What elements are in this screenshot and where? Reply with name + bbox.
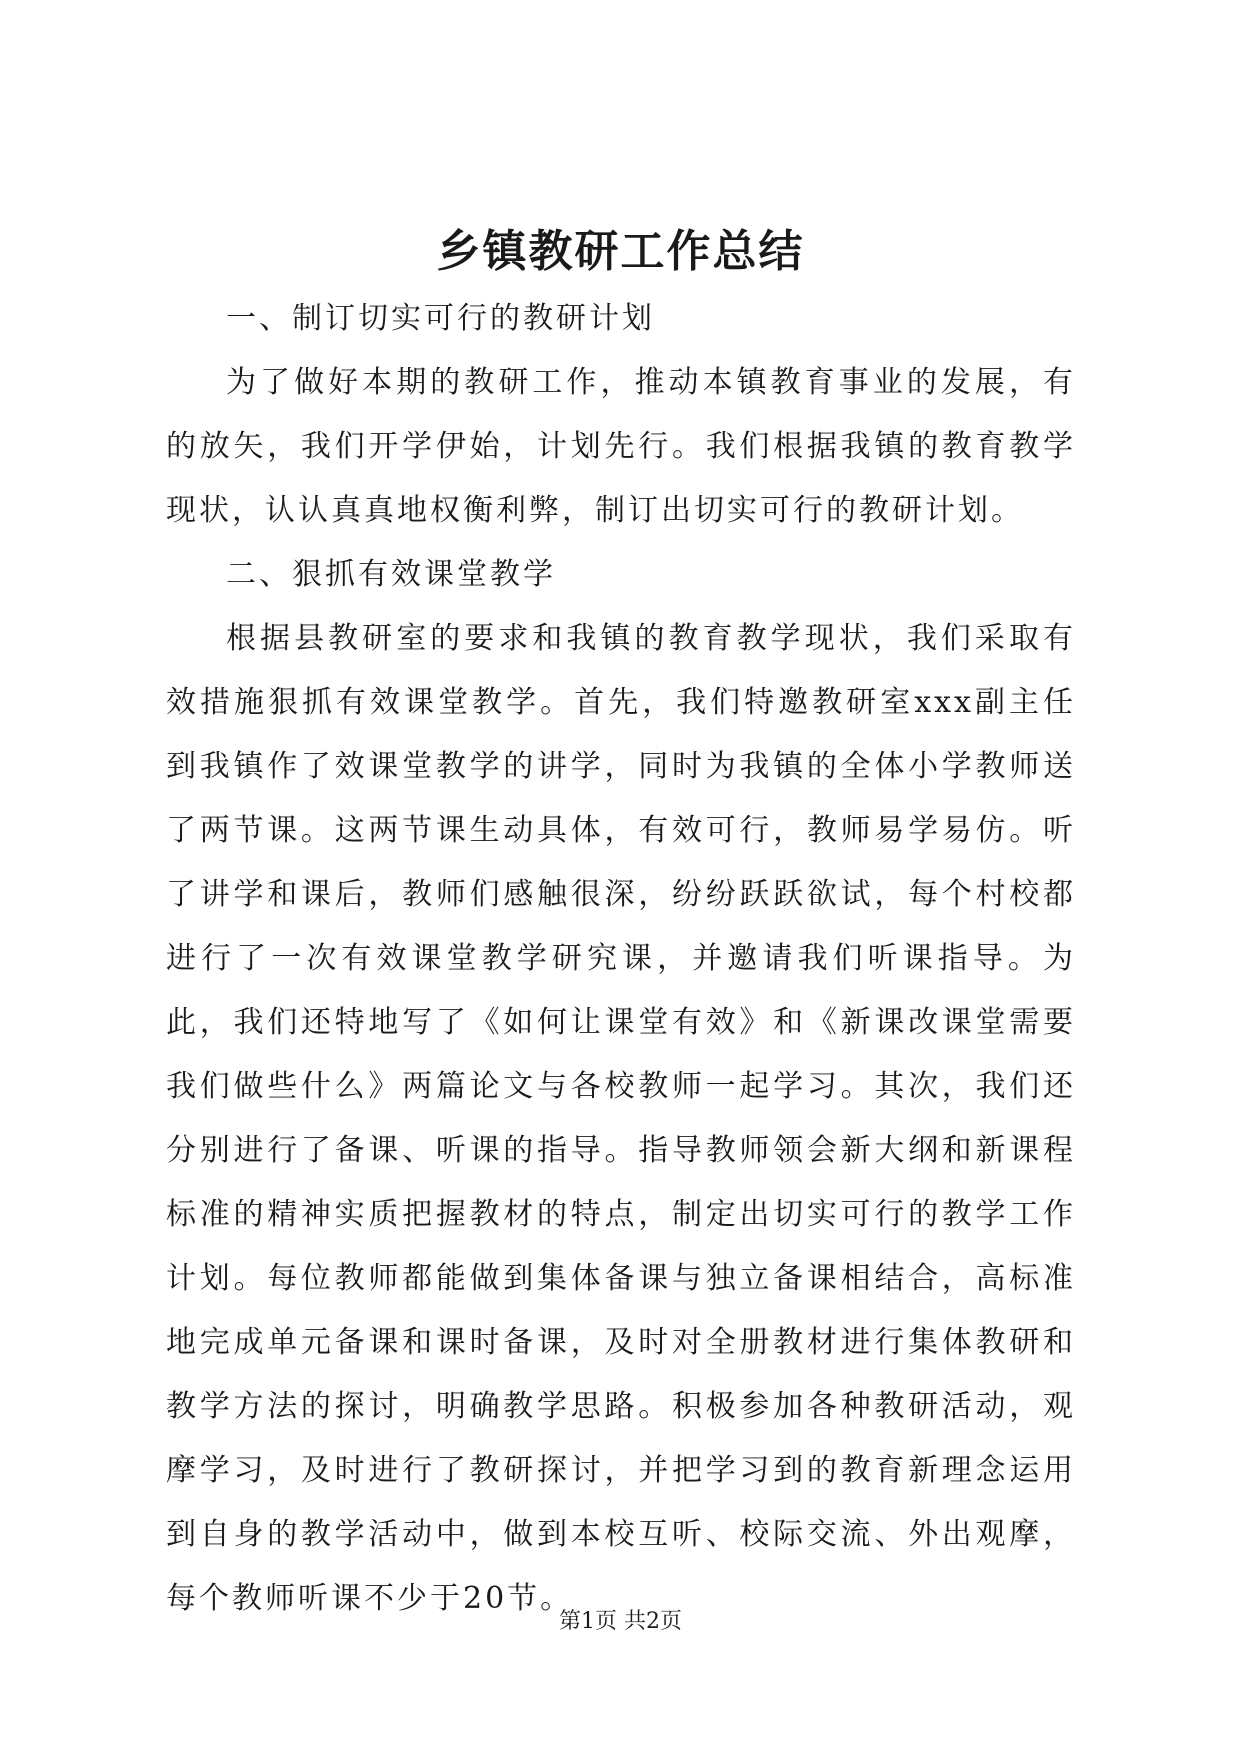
page-footer: 第1页 共2页 <box>559 1609 682 1634</box>
paragraph-1: 为了做好本期的教研工作，推动本镇教育事业的发展，有的放矢，我们开学伊始，计划先行。我们根据我镇的教育教学现状，认认真真地权衡利弊，制订出切实可行的教研计划。 <box>166 365 1076 528</box>
paragraph-2: 根据县教研室的要求和我镇的教育教学现状，我们采取有效措施狠抓有效课堂教学。首先，我们特邀教研室xxx副主任到我镇作了效课堂教学的讲学，同时为我镇的全体小学教师送了两节课。这两节课生动具体，有效可行，教师易学易仿。听了讲学和课后，教师们感触很深，纷纷跃跃欲试，每个村校都进行了一次有效课堂教学研究课，并邀请我们听课指导。为此，我们还特地写了《如何让课堂有效》和《新课改课堂需要我们做些什么》两篇论文与各校教师一起学习。其次，我们还分别进行了备课、听课的指导。指导教师领会新大纲和新课程标准的精神实质把握教材的特点，制定出切实可行的教学工作计划。每位教师都能做到集体备课与独立备课相结合，高标准地完成单元备课和课时备课，及时对全册教材进行集体教研和教学方法的探讨，明确教学思路。积极参加各种教研活动，观摩学习，及时进行了教研探讨，并把学习到的教育新理念运用到自身的教学活动中，做到本校互听、校际交流、外出观摩，每个教师听课不少于20节。 <box>166 621 1076 1616</box>
document-title: 乡镇教研工作总结 <box>436 226 805 277</box>
section-heading-2: 二、狠抓有效课堂教学 <box>226 557 556 592</box>
section-heading-1: 一、制订切实可行的教研计划 <box>226 301 655 336</box>
document-body <box>166 287 1076 1631</box>
